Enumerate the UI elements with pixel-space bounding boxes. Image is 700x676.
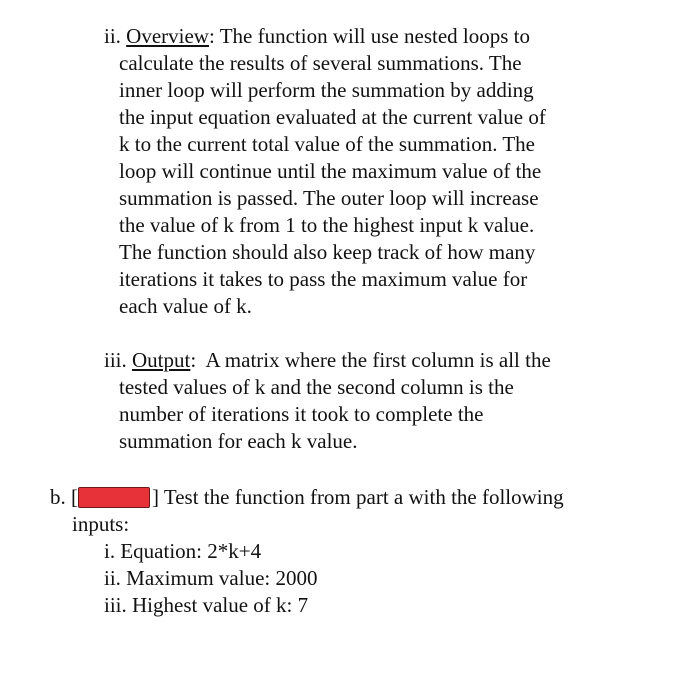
part-b-first-line-text: Test the function from part a with the following (159, 485, 564, 509)
input-item-equation: i. Equation: 2*k+4 (104, 539, 262, 563)
output-colon: : (190, 348, 197, 372)
redaction-box (78, 487, 150, 508)
part-b-continuation: inputs: (72, 512, 130, 536)
input-item-highest-k: iii. Highest value of k: 7 (104, 593, 309, 617)
close-bracket: ] (152, 485, 159, 509)
output-number: iii. (104, 348, 127, 372)
part-b-heading-line (50, 484, 564, 511)
overview-line: The function should also keep track of how many (119, 240, 536, 264)
overview-colon: : (208, 24, 215, 48)
overview-first-line-text: The function will use nested loops to (214, 24, 530, 48)
open-bracket: [ (71, 485, 78, 509)
overview-line: the value of k from 1 to the highest input k value. (119, 213, 535, 237)
output-line: number of iterations it took to complete the (119, 402, 484, 426)
overview-line: loop will continue until the maximum value of the (119, 159, 542, 183)
output-heading-line (104, 347, 551, 374)
overview-line: summation is passed. The outer loop will increase (119, 186, 539, 210)
part-b-section (50, 484, 564, 619)
input-item-maximum: ii. Maximum value: 2000 (104, 566, 318, 590)
overview-section (104, 23, 546, 320)
output-first-line-text: A matrix where the first column is all the (196, 348, 551, 372)
output-line: summation for each k value. (119, 429, 358, 453)
overview-heading-line (104, 23, 546, 50)
overview-line: iterations it takes to pass the maximum value for (119, 267, 528, 291)
overview-line: k to the current total value of the summation. The (119, 132, 536, 156)
overview-line: each value of k. (119, 294, 252, 318)
overview-line: inner loop will perform the summation by adding (119, 78, 534, 102)
overview-line: the input equation evaluated at the current value of (119, 105, 546, 129)
output-section (104, 347, 551, 455)
overview-line: calculate the results of several summations. The (119, 51, 522, 75)
output-line: tested values of k and the second column is the (119, 375, 514, 399)
part-b-letter: b. (50, 485, 66, 509)
overview-label: Overview (126, 24, 209, 48)
output-label: Output (132, 348, 191, 372)
overview-number: ii. (104, 24, 121, 48)
